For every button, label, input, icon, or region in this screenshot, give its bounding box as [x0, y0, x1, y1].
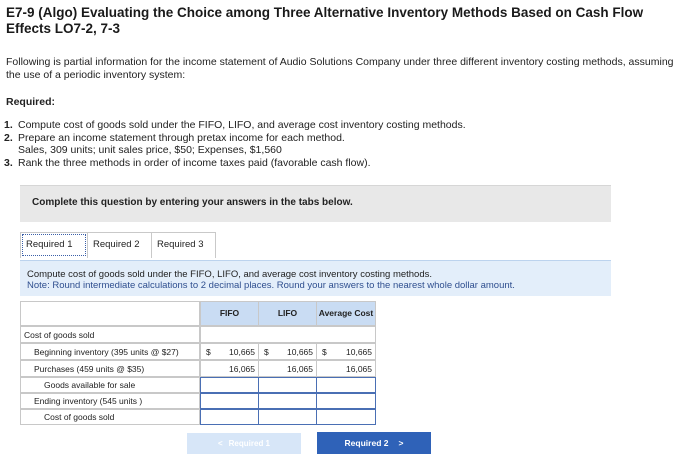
purchases-average[interactable]: 16,065: [316, 360, 376, 377]
goods-available-fifo-input[interactable]: [200, 377, 259, 393]
requirement-text: Compute cost of goods sold under the FIFO, LIFO, and average cost inventory costing methods.: [18, 119, 466, 131]
header-average-cost: Average Cost: [316, 301, 376, 326]
row-ending-inventory-label: Ending inventory (545 units ): [20, 393, 200, 409]
section-label: Cost of goods sold: [20, 326, 200, 343]
requirements-list: [0, 119, 690, 169]
beginning-inventory-lifo[interactable]: [258, 343, 317, 360]
beginning-inventory-fifo[interactable]: [200, 343, 259, 360]
currency-symbol: $: [264, 346, 269, 357]
header-blank: [20, 301, 200, 326]
row-goods-available-label: Goods available for sale: [20, 377, 200, 393]
currency-symbol: $: [322, 346, 327, 357]
tab-required-1[interactable]: Required 1: [20, 232, 88, 258]
requirement-number: 2.: [4, 131, 13, 144]
prev-button-label: Required 1: [228, 439, 270, 448]
instruction-main: Compute cost of goods sold under the FIFO, LIFO, and average cost inventory costing methods.: [27, 269, 433, 280]
chevron-right-icon: >: [398, 438, 404, 448]
purchases-fifo[interactable]: 16,065: [200, 360, 259, 377]
cell-value: 10,665: [346, 346, 372, 357]
cell-value: 10,665: [229, 346, 255, 357]
tab-instructions: [20, 260, 611, 296]
header-lifo: LIFO: [258, 301, 317, 326]
ending-inventory-lifo-input[interactable]: [258, 393, 317, 409]
problem-title: E7-9 (Algo) Evaluating the Choice among Three Alternative Inventory Methods Based on Cash Flow Effects LO7-2, 7-3: [6, 5, 644, 36]
beginning-inventory-average[interactable]: [316, 343, 376, 360]
instruction-banner: [20, 185, 611, 222]
chevron-left-icon: <: [217, 439, 223, 448]
tab-bar: [20, 232, 216, 258]
instruction-note: Note: Round intermediate calculations to 2 decimal places. Round your answers to the nearest whole dollar amount.: [27, 280, 515, 291]
required-heading: Required:: [6, 96, 56, 108]
banner-text: Complete this question by entering your answers in the tabs below.: [32, 197, 353, 208]
purchases-lifo[interactable]: 16,065: [258, 360, 317, 377]
goods-available-lifo-input[interactable]: [258, 377, 317, 393]
next-required-2-button[interactable]: [317, 432, 431, 454]
section-blank: [200, 326, 376, 343]
ending-inventory-average-input[interactable]: [316, 393, 376, 409]
header-fifo: FIFO: [200, 301, 259, 326]
requirement-number: 3.: [4, 156, 13, 169]
problem-intro: Following is partial information for the income statement of Audio Solutions Company under three different inventory costing methods, assuming the use of a periodic inventory system:: [6, 56, 674, 81]
cogs-fifo-input[interactable]: [200, 409, 259, 425]
currency-symbol: $: [206, 346, 211, 357]
prev-required-1-button[interactable]: [187, 433, 301, 454]
requirement-text: Prepare an income statement through pretax income for each method.: [18, 131, 345, 144]
tab-required-3[interactable]: Required 3: [152, 232, 216, 258]
next-button-label: Required 2: [344, 438, 389, 448]
requirement-detail: Sales, 309 units; unit sales price, $50; Expenses, $1,560: [18, 144, 282, 156]
goods-available-average-input[interactable]: [316, 377, 376, 393]
requirement-3: [0, 157, 690, 170]
cogs-table: [20, 301, 376, 425]
row-cogs-label: Cost of goods sold: [20, 409, 200, 425]
cogs-average-input[interactable]: [316, 409, 376, 425]
requirement-number: 1.: [4, 119, 13, 131]
tab-required-2[interactable]: Required 2: [88, 232, 152, 258]
requirement-2: [0, 132, 690, 157]
row-purchases-label: Purchases (459 units @ $35): [20, 360, 200, 377]
cogs-lifo-input[interactable]: [258, 409, 317, 425]
requirement-text: Rank the three methods in order of income taxes paid (favorable cash flow).: [18, 156, 371, 169]
requirement-1: [0, 119, 690, 132]
ending-inventory-fifo-input[interactable]: [200, 393, 259, 409]
row-beginning-inventory-label: Beginning inventory (395 units @ $27): [20, 343, 200, 360]
cell-value: 10,665: [287, 346, 313, 357]
